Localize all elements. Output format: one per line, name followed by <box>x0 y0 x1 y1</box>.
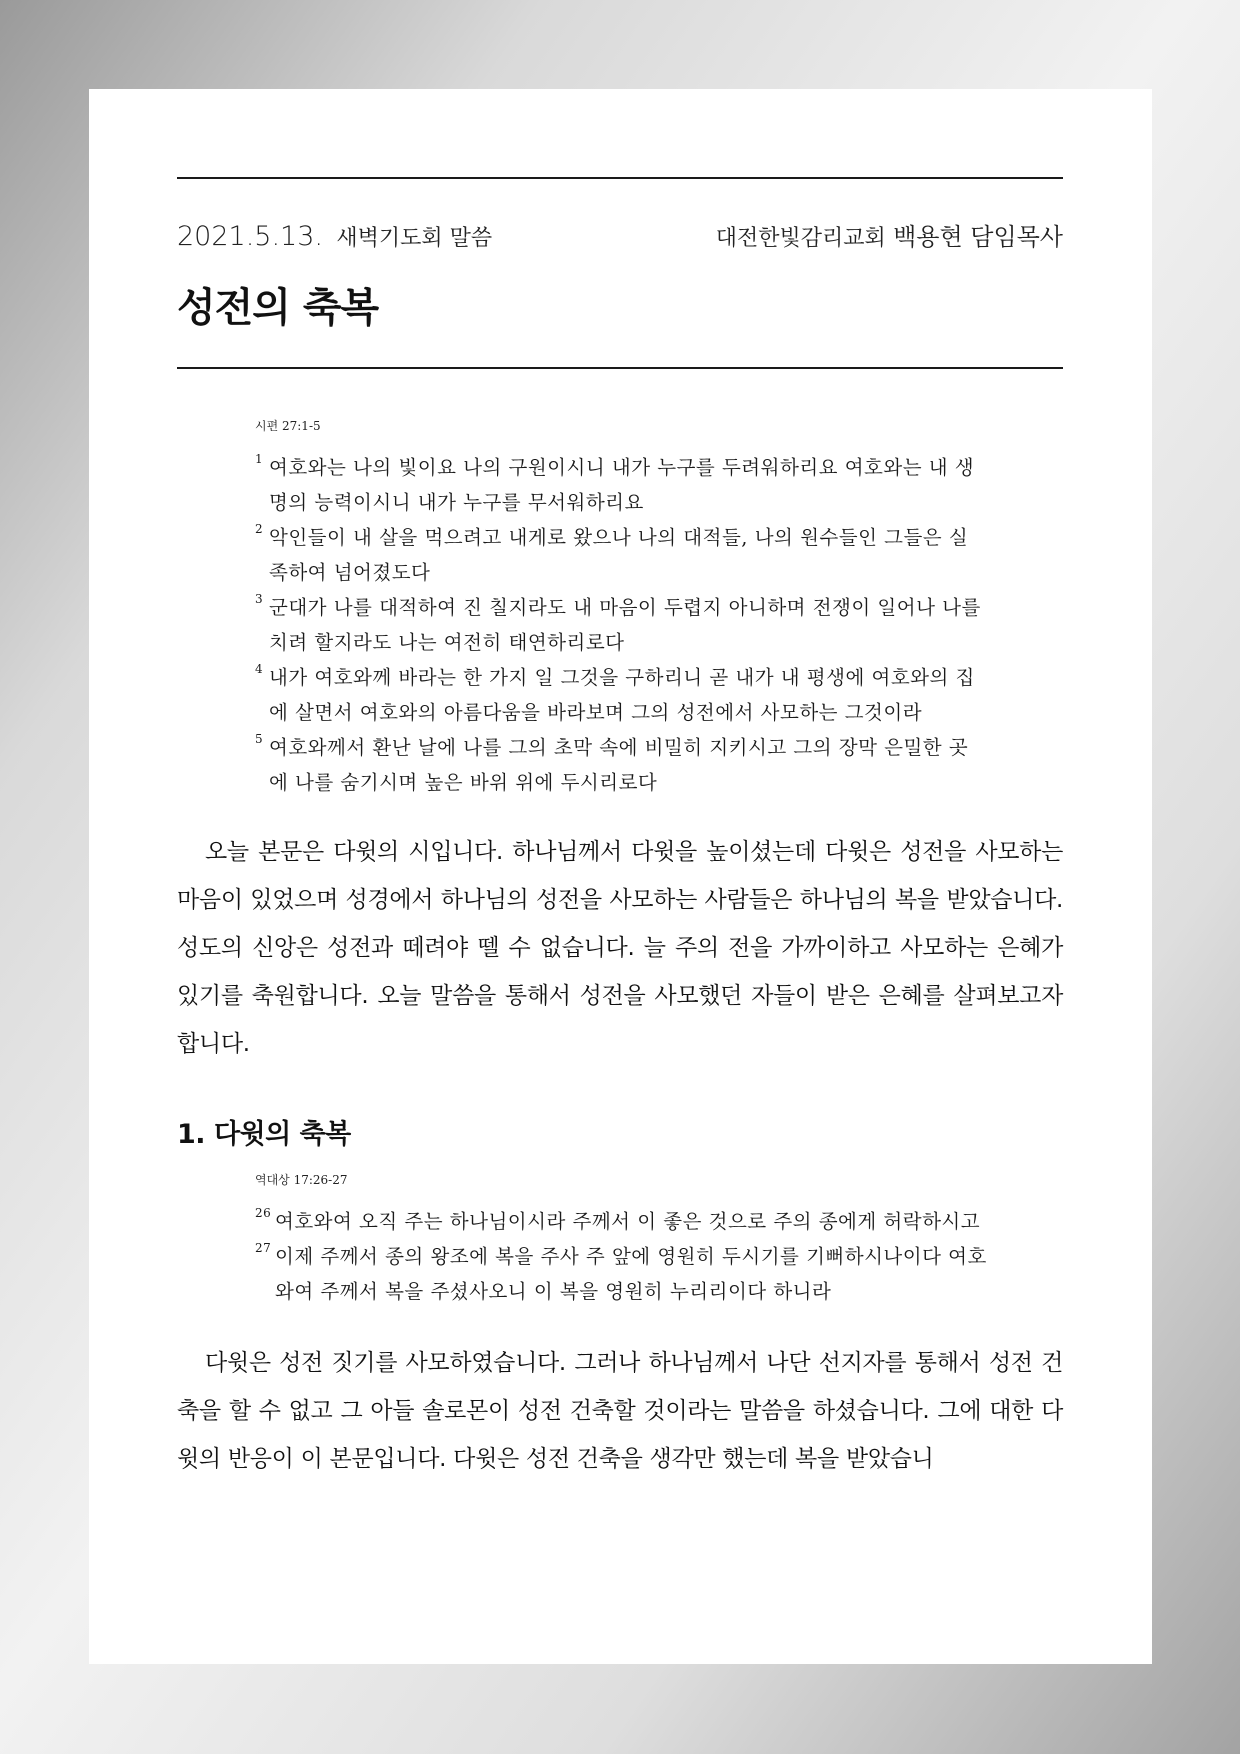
scripture-reference: 역대상 17:26-27 <box>255 1173 348 1187</box>
section-paragraph: 다윗은 성전 짓기를 사모하였습니다. 그러나 하나님께서 나단 선지자를 통해서 성전 건축을 할 수 없고 그 아들 솔로몬이 성전 건축할 것이라는 말씀을 하셨습니다. 그에 대한 다윗의 반응이 이 본문입니다. 다윗은 성전 건축을 생각만 했는데 복을 받았습니 <box>177 1350 1063 1472</box>
intro-paragraph: 오늘 본문은 다윗의 시입니다. 하나님께서 다윗을 높이셨는데 다윗은 성전을 사모하는 마음이 있었으며 성경에서 하나님의 성전을 사모하는 사람들은 하나님의 복을 받았습니다. 성도의 신앙은 성전과 떼려야 뗄 수 없습니다. 늘 주의 전을 가까이하고 사모하는 은혜가 있기를 축원합니다. 오늘 말씀을 통해서 성전을 사모했던 자들이 받은 은혜를 살펴보고자 합니다. <box>177 839 1063 1057</box>
verse <box>255 1239 987 1309</box>
scripture-reference: 시편 27:1-5 <box>255 419 321 433</box>
verse <box>255 520 987 590</box>
verse <box>255 660 987 730</box>
verse-number: 3 <box>255 592 264 606</box>
service-name: 새벽기도회 말씀 <box>336 226 493 251</box>
verse-text: 이제 주께서 종의 왕조에 복을 주사 주 앞에 영원히 두시기를 기뻐하시나이다 여호와여 주께서 복을 주셨사오니 이 복을 영원히 누리리이다 하니라 <box>275 1245 987 1303</box>
section-heading: 1. 다윗의 축복 <box>177 1119 351 1150</box>
verse <box>255 590 987 660</box>
verse-text: 군대가 나를 대적하여 진 칠지라도 내 마음이 두렵지 아니하며 전쟁이 일어나 나를 치려 할지라도 나는 여전히 태연하리로다 <box>269 596 981 654</box>
header-meta <box>177 217 1063 252</box>
verse-text: 여호와는 나의 빛이요 나의 구원이시니 내가 누구를 두려워하리요 여호와는 내 생명의 능력이시니 내가 누구를 무서워하리요 <box>269 456 975 514</box>
verse <box>255 450 987 520</box>
verse-number: 26 <box>255 1206 272 1220</box>
verse-number: 4 <box>255 662 264 676</box>
verse-number: 27 <box>255 1241 272 1255</box>
page-content <box>177 177 1063 1483</box>
verse-text: 악인들이 내 살을 먹으려고 내게로 왔으나 나의 대적들, 나의 원수들인 그들은 실족하여 넘어졌도다 <box>269 526 969 584</box>
header-left <box>177 221 492 252</box>
scripture-block-chronicles <box>255 1171 987 1309</box>
scripture-block-psalm <box>255 417 987 800</box>
verse <box>255 730 987 800</box>
page-title: 성전의 축복 <box>177 285 379 331</box>
pastor-name: 백용현 담임목사 <box>893 223 1063 251</box>
verse <box>255 1204 987 1239</box>
verse-text: 여호와여 오직 주는 하나님이시라 주께서 이 좋은 것으로 주의 종에게 허락하시고 <box>275 1210 981 1233</box>
document-page <box>89 89 1152 1664</box>
sermon-date: 2021.5.13. <box>177 221 323 252</box>
verse-number: 1 <box>255 452 264 466</box>
verse-text: 내가 여호와께 바라는 한 가지 일 그것을 구하리니 곧 내가 내 평생에 여호와의 집에 살면서 여호와의 아름다움을 바라보며 그의 성전에서 사모하는 그것이라 <box>269 666 975 724</box>
title-rule <box>177 367 1063 369</box>
verse-text: 여호와께서 환난 날에 나를 그의 초막 속에 비밀히 지키시고 그의 장막 은밀한 곳에 나를 숨기시며 높은 바위 위에 두시리로다 <box>269 736 969 794</box>
top-rule <box>177 177 1063 179</box>
verse-number: 2 <box>255 522 264 536</box>
verse-number: 5 <box>255 732 264 746</box>
header-right <box>716 217 1063 252</box>
church-name: 대전한빛감리교회 <box>715 226 886 251</box>
